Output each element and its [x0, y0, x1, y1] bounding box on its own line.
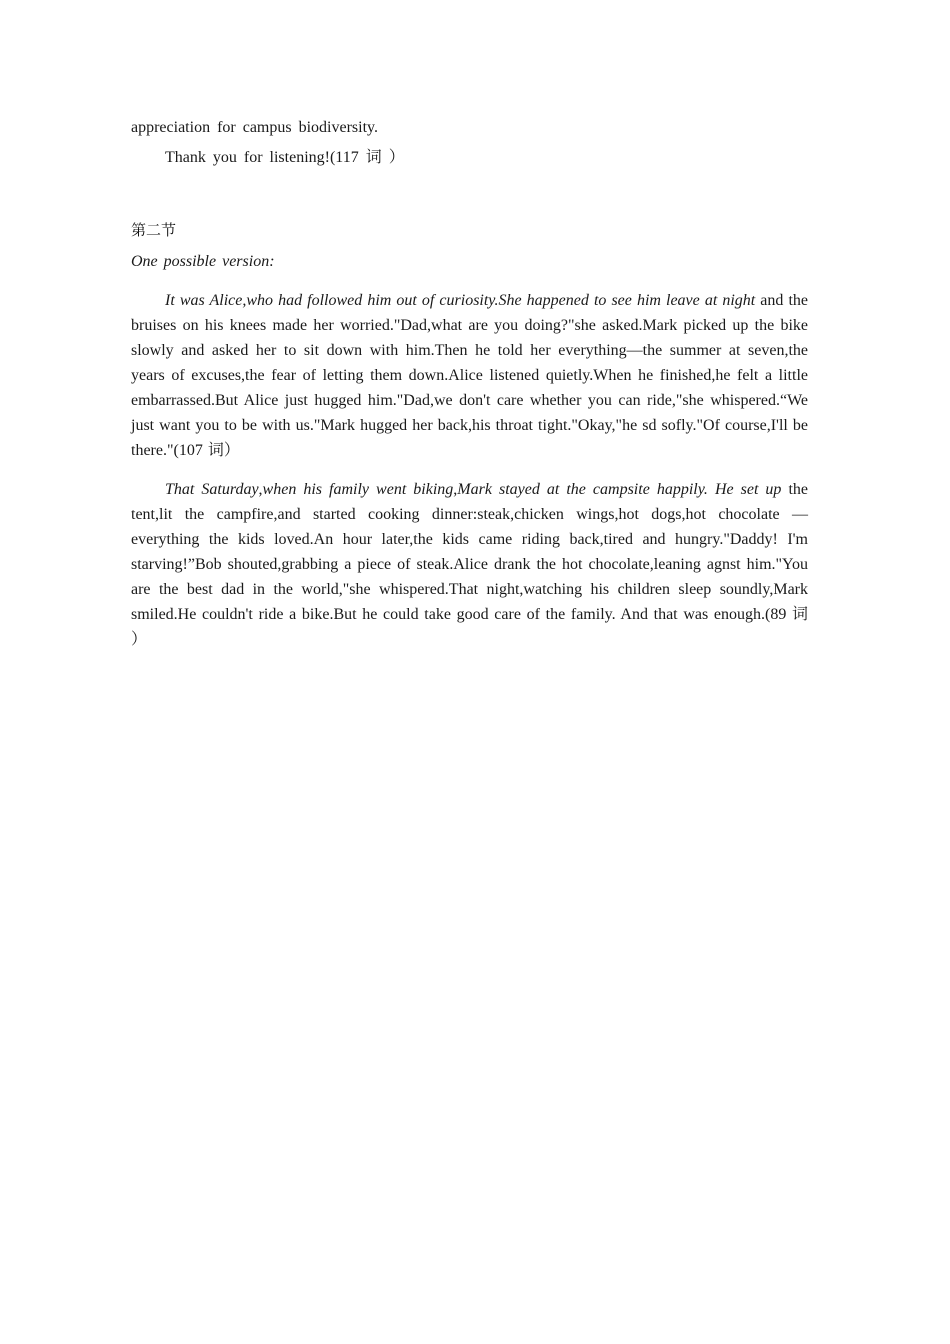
paragraph-1-italic-opening: It was Alice,who had followed him out of curiosity.She happened to see him leave at night: [165, 292, 756, 309]
essay-paragraph-2: [131, 477, 808, 652]
paragraph-2-comma-2: ,: [453, 481, 458, 498]
intro-closing-line: Thank you for listening!(117 词 ）: [165, 149, 405, 166]
paragraph-1-body: and the bruises on his knees made her worried."Dad,what are you doing?"she asked.Mark picked up the bike slowly and asked her to sit down with him.Then he told her everything—the summer at seven,the years of excuses,the fear of letting them down.Alice listened quietly.When he finished,he felt a little embarrassed.But Alice just hugged him."Dad,we don't care whether you can ride,"she whispered.“We just want you to be with us."Mark hugged her back,his throat tight."Okay,"he sd sofly."Of course,I'll be there."(107 词）: [131, 292, 809, 459]
version-label: One possible version:: [131, 253, 275, 270]
paragraph-2-body: the tent,lit the campfire,and started cooking dinner:steak,chicken wings,hot dogs,hot chocolate —everything the kids loved.An hour later,the kids came riding back,tired and hungry."Daddy! I'm starving!”Bob shouted,grabbing a piece of steak.Alice drank the hot chocolate,leaning agnst him."You are the best dad in the world,"she whispered.That night,watching his children sleep soundly,Mark smiled.He couldn't ride a bike.But he could take good care of the family. And that was enough.(89 词 ）: [131, 481, 808, 648]
section-heading: 第二节: [131, 221, 177, 239]
paragraph-2-italic-third: Mark stayed at the campsite happily. He set up: [457, 481, 782, 498]
essay-paragraph-1: [131, 288, 808, 463]
intro-continuation-line: appreciation for campus biodiversity.: [131, 119, 378, 136]
paragraph-2-italic-second: when his family went biking: [262, 481, 454, 498]
paragraph-2-comma-1: ,: [258, 481, 263, 498]
paragraph-2-italic-opening: That Saturday: [165, 481, 259, 498]
